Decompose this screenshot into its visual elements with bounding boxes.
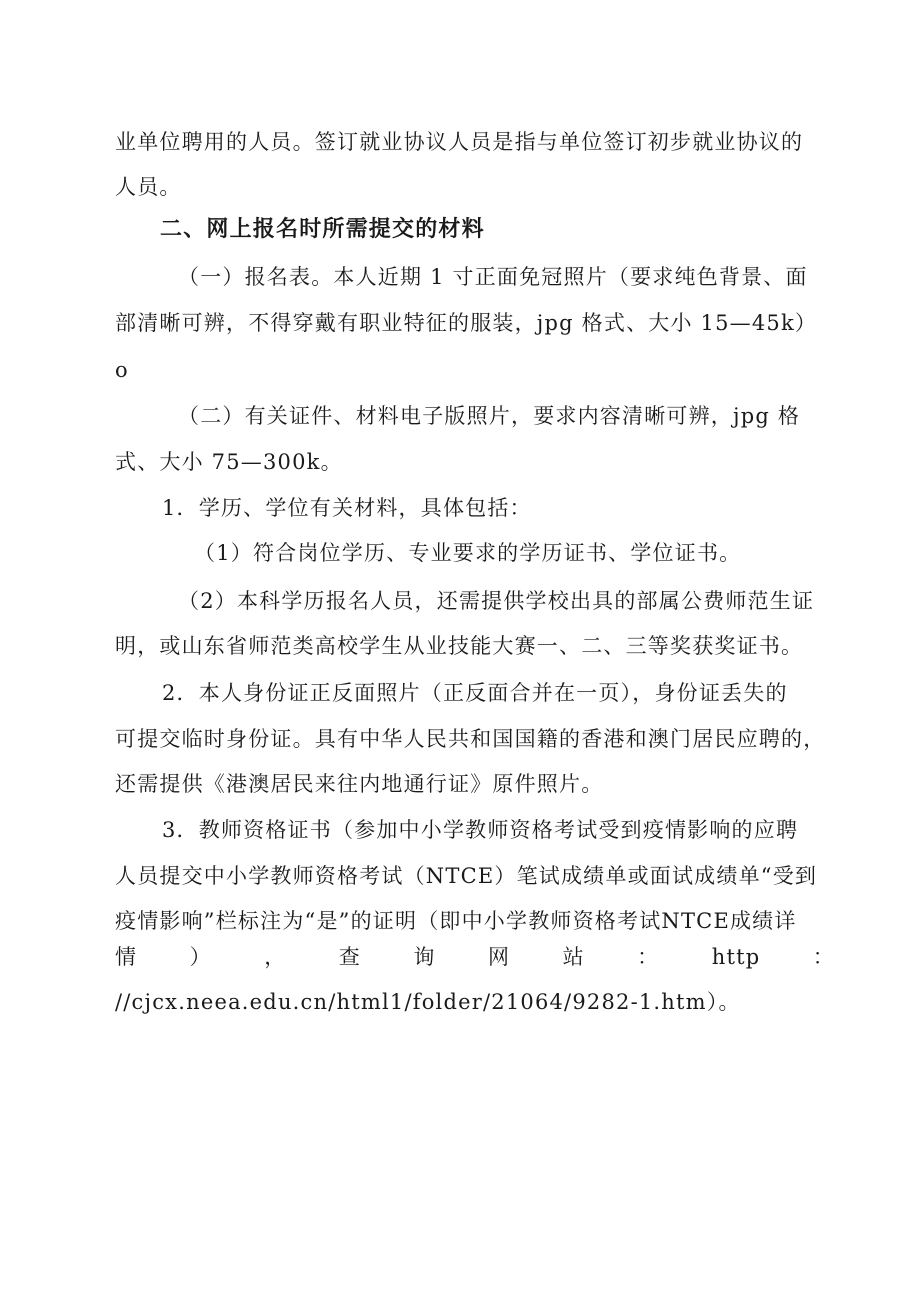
intro-line-1: 业单位聘用的人员。签订就业协议人员是指与单位签订初步就业协议的	[115, 130, 804, 154]
sub3-line-4-token: 询	[413, 945, 436, 969]
sub3-line-4-token: 站	[562, 945, 585, 969]
sub1-item-b-line-2: 明，或山东省师范类高校学生从业技能大赛一、二、三等奖获奖证书。	[115, 634, 804, 658]
sub1-item-a: （1）符合岗位学历、专业要求的学历证书、学位证书。	[194, 541, 742, 565]
sub3-line-4-token: 网	[487, 945, 511, 969]
sub3-line-5-url: //cjcx.neea.edu.cn/html1/folder/21064/9282-1.htm）。	[115, 990, 741, 1014]
sub3-line-2: 人员提交中小学教师资格考试（NTCE）笔试成绩单或面试成绩单“受到	[115, 864, 818, 888]
sub1-item-b-line-1: （2）本科学历报名人员，还需提供学校出具的部属公费师范生证	[178, 589, 815, 613]
sub3-line-4-token: ）	[189, 945, 212, 969]
item2-line-2: 式、大小 75—300k。	[115, 450, 343, 474]
item1-line-1: （一）报名表。本人近期 1 寸正面免冠照片（要求纯色背景、面	[178, 265, 808, 289]
sub1-heading: 1．学历、学位有关材料，具体包括：	[162, 496, 532, 520]
sub3-line-4-token: 查	[338, 945, 361, 969]
sub2-line-1: 2．本人身份证正反面照片（正反面合并在一页），身份证丢失的	[162, 681, 788, 705]
item2-line-1: （二）有关证件、材料电子版照片，要求内容清晰可辨，jpg 格	[178, 404, 801, 428]
sub3-line-4-token: ：	[637, 945, 660, 969]
sub3-line-1: 3．教师资格证书（参加中小学教师资格考试受到疫情影响的应聘	[162, 818, 799, 842]
sub3-line-4-token: ，	[264, 945, 287, 969]
item1-line-2: 部清晰可辨，不得穿戴有职业特征的服装，jpg 格式、大小 15—45k）	[115, 311, 818, 335]
sub2-line-2: 可提交临时身份证。具有中华人民共和国国籍的香港和澳门居民应聘的，	[115, 727, 826, 751]
section-heading: 二、网上报名时所需提交的材料	[160, 217, 485, 242]
intro-line-2: 人员。	[115, 175, 182, 199]
item1-line-3: o	[115, 358, 129, 382]
sub3-line-4-token: 情	[115, 945, 138, 969]
sub3-line-4-token: ：	[812, 945, 835, 969]
sub3-line-4-token: http	[711, 945, 761, 969]
sub3-line-3: 疫情影响”栏标注为“是”的证明（即中小学教师资格考试NTCE成绩详	[115, 909, 797, 933]
sub2-line-3: 还需提供《港澳居民来往内地通行证》原件照片。	[115, 772, 604, 796]
sub3-line-4	[115, 942, 835, 972]
